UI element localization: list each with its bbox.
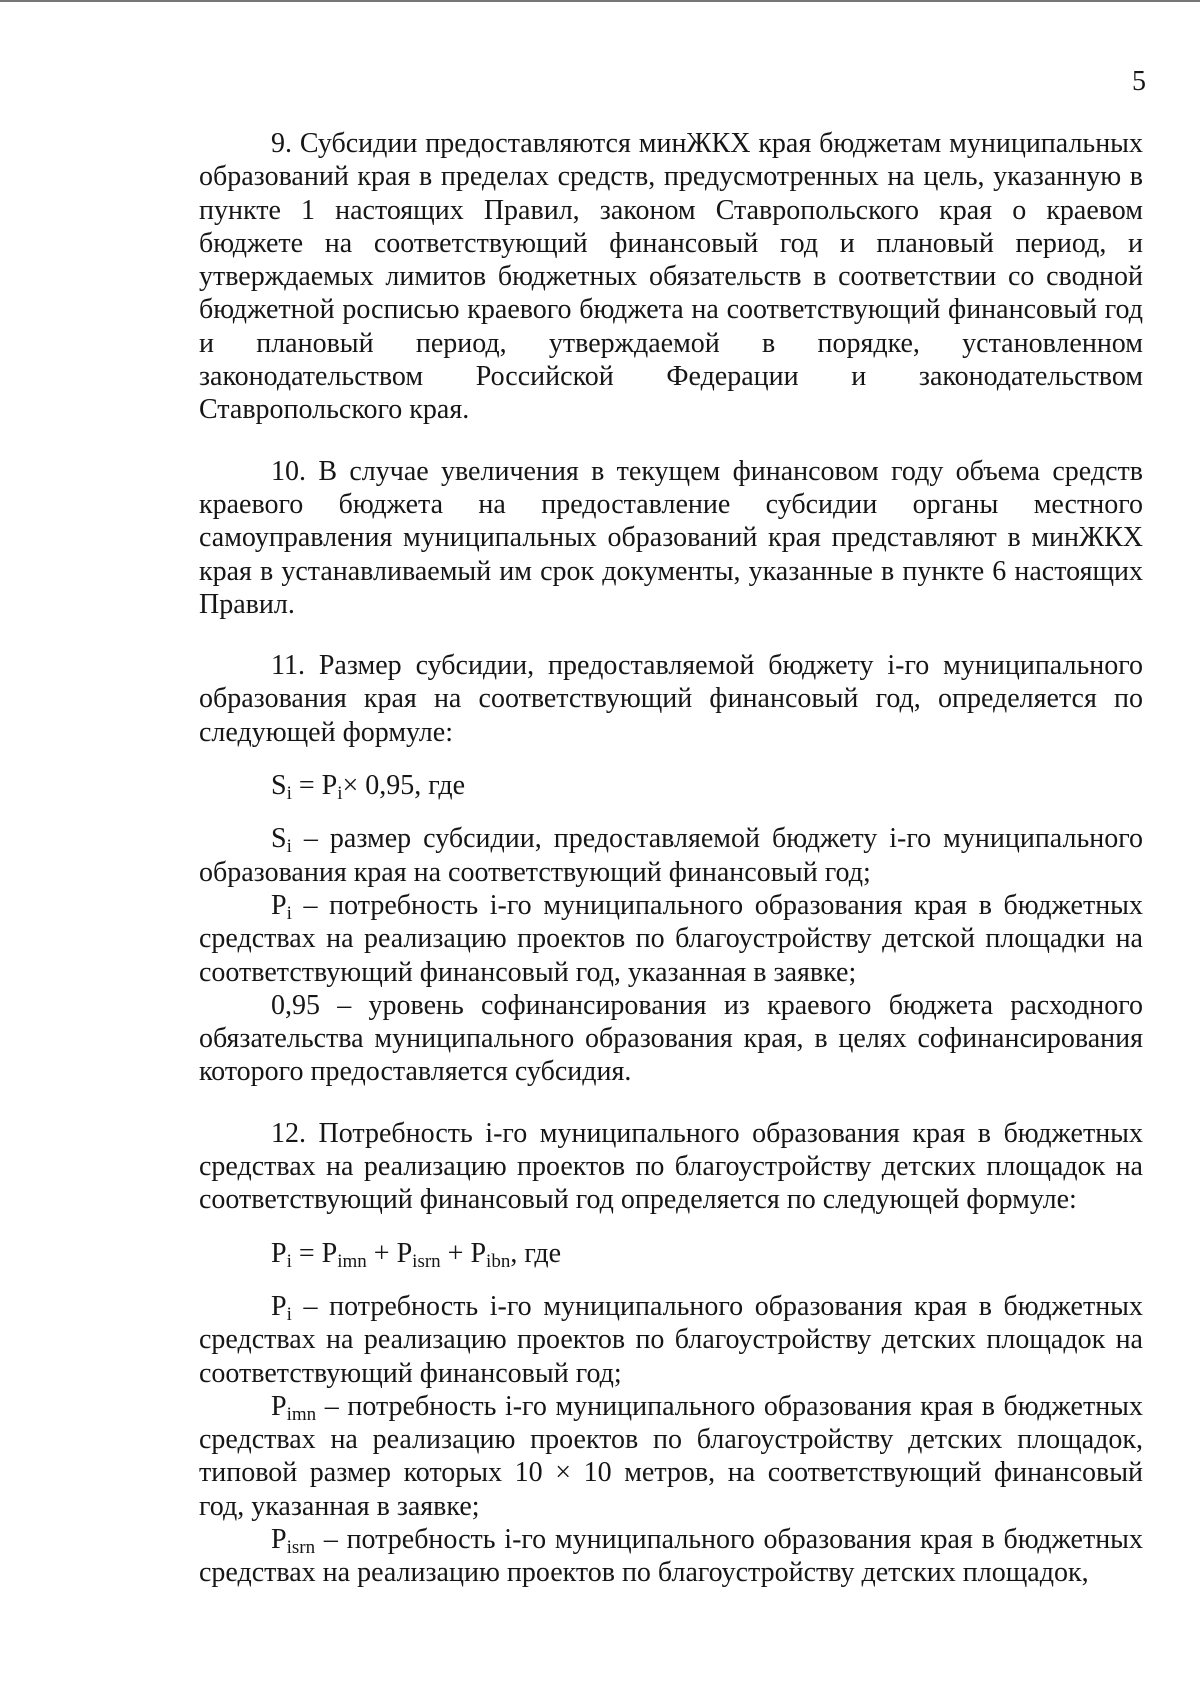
- definition-subscript: imn: [286, 1403, 317, 1425]
- formula-text: + P: [440, 1237, 487, 1269]
- document-body: [199, 127, 1143, 1590]
- definition-subscript: isrn: [286, 1536, 316, 1558]
- paragraph-9: 9. Субсидии предоставляются минЖКХ края бюджетам муниципальных образований края в пределах средств, предусмотренных на цель, указанную в пункте 1 настоящих Правил, законом Ставропольского края о краевом бюджете на соответствующий финансовый год и плановый период, и утверждаемых лимитов бюджетных обязательств в соответствии со сводной бюджетной росписью краевого бюджета на соответствующий финансовый год и плановый период, утверждаемой в порядке, установленном законодательством Российской Федерации и законодательством Ставропольского края.: [199, 128, 1143, 426]
- formula-subscript: isrn: [412, 1250, 441, 1272]
- definition-pi-total: [199, 1290, 1143, 1390]
- definition-text: – потребность i-го муниципального образования края в бюджетных средствах на реализацию проектов по благоустройству детской площадки на соответствующий финансовый год, указанная в заявке;: [199, 889, 1143, 988]
- formula-subscript: i: [286, 783, 292, 805]
- formula-need: [199, 1237, 1143, 1270]
- definition-subscript: i: [286, 836, 292, 858]
- definition-symbol: P: [271, 1290, 287, 1322]
- definition-cofinancing-rate: 0,95 – уровень софинансирования из краевого бюджета расходного обязательства муниципального образования края, в целях софинансирования которого предоставляется субсидия.: [199, 989, 1143, 1088]
- definition-subscript: i: [286, 1303, 292, 1325]
- formula-text: + P: [366, 1237, 413, 1269]
- formula-subscript: imn: [337, 1250, 367, 1272]
- formula-text: = P: [291, 1237, 338, 1269]
- formula-subsidy-size: [199, 769, 1143, 805]
- definition-text: – размер субсидии, предоставляемой бюджету i-го муниципального образования края на соответствующий финансовый год;: [199, 823, 1143, 888]
- paragraph-10: 10. В случае увеличения в текущем финансовом году объема средств краевого бюджета на предоставление субсидии органы местного самоуправления муниципальных образований края представляют в минЖКХ края в устанавливаемый им срок документы, указанные в пункте 6 настоящих Правил.: [199, 455, 1143, 620]
- formula-symbol: P: [271, 1237, 287, 1269]
- definition-subscript: i: [286, 902, 292, 924]
- formula-text: × 0,95, где: [342, 770, 466, 802]
- paragraph-12: 12. Потребность i-го муниципального образования края в бюджетных средствах на реализацию проектов по благоустройству детских площадок на соответствующий финансовый год определяется по следующей формуле:: [199, 1117, 1143, 1216]
- definition-symbol: P: [271, 889, 287, 921]
- definition-text: – потребность i-го муниципального образования края в бюджетных средствах на реализацию проектов по благоустройству детских площадок на соответствующий финансовый год;: [199, 1290, 1143, 1389]
- formula-text: , где: [510, 1237, 562, 1269]
- definition-pisrn: [199, 1523, 1143, 1590]
- definition-symbol: S: [271, 823, 287, 855]
- definition-symbol: P: [271, 1390, 287, 1422]
- formula-subscript: i: [286, 1250, 292, 1272]
- definition-pi: [199, 889, 1143, 989]
- formula-text: = P: [291, 770, 338, 802]
- formula-subscript: i: [337, 783, 343, 805]
- definition-text: – потребность i-го муниципального образования края в бюджетных средствах на реализацию проектов по благоустройству детских площадок,: [199, 1523, 1143, 1589]
- formula-symbol: S: [271, 770, 287, 802]
- formula-subscript: ibn: [486, 1250, 511, 1272]
- definition-text: – потребность i-го муниципального образования края в бюджетных средствах на реализацию проектов по благоустройству детских площадок, типовой размер которых 10 × 10 метров, на соответствующий финансовый год, указанная в заявке;: [199, 1390, 1143, 1522]
- definition-pimn: [199, 1390, 1143, 1523]
- scan-top-edge: [0, 0, 1200, 2]
- page-number: 5: [1132, 66, 1146, 97]
- definition-symbol: P: [271, 1523, 287, 1555]
- paragraph-11: 11. Размер субсидии, предоставляемой бюджету i-го муниципального образования края на соответствующий финансовый год, определяется по следующей формуле:: [199, 650, 1143, 748]
- definition-si: [199, 822, 1143, 889]
